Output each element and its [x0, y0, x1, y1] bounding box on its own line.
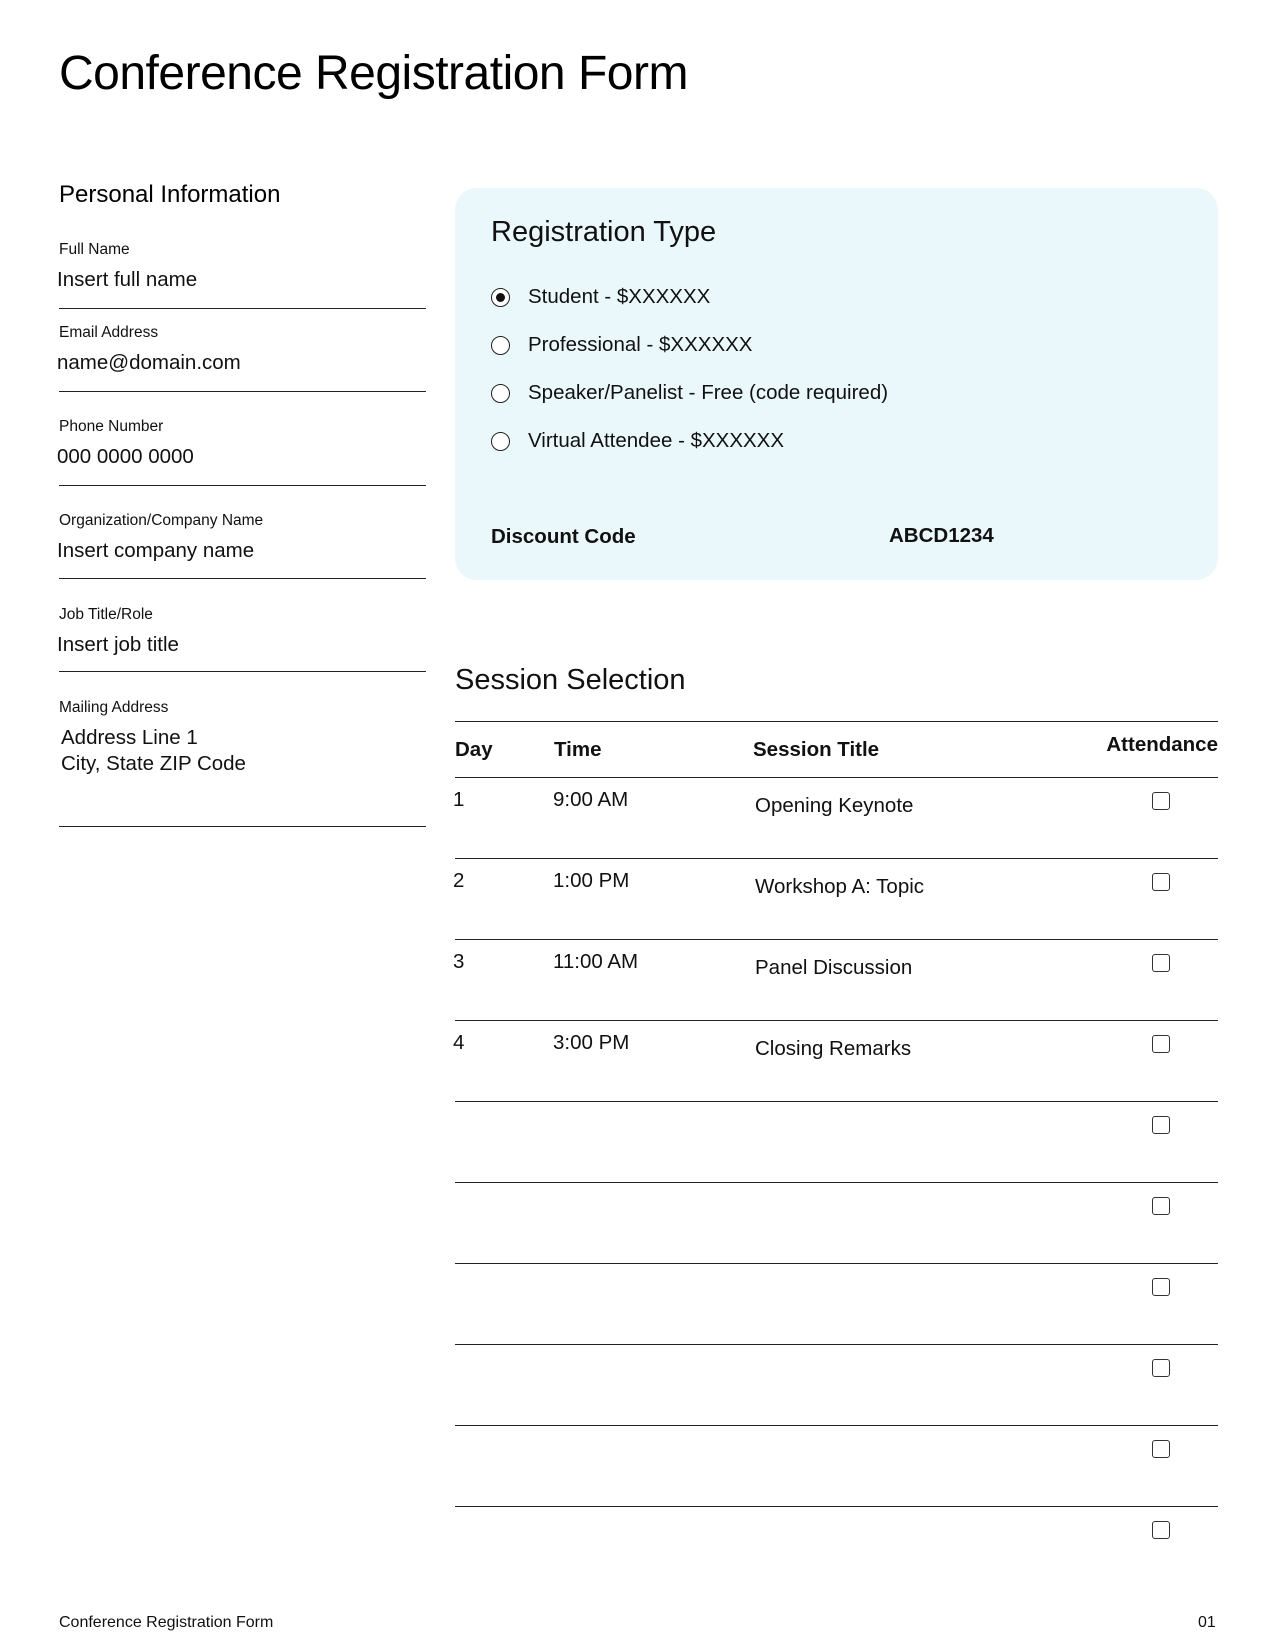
attendance-checkbox[interactable]	[1152, 873, 1170, 891]
table-row-divider	[455, 1101, 1218, 1102]
address-line-2[interactable]: City, State ZIP Code	[61, 752, 246, 775]
attendance-checkbox[interactable]	[1152, 954, 1170, 972]
radio-icon[interactable]	[491, 336, 510, 355]
radio-option-speaker[interactable]	[491, 381, 888, 405]
phone-field[interactable]	[59, 418, 426, 486]
page-title: Conference Registration Form	[59, 47, 688, 100]
email-input[interactable]: name@domain.com	[57, 351, 241, 374]
field-label: Full Name	[59, 241, 130, 258]
radio-option-virtual[interactable]	[491, 429, 784, 453]
page-number: 01	[1198, 1614, 1216, 1631]
session-day: 4	[453, 1031, 465, 1054]
session-time: 1:00 PM	[553, 869, 630, 892]
address-line-1[interactable]: Address Line 1	[61, 726, 198, 749]
option-label: Student - $XXXXXX	[528, 285, 711, 308]
session-time: 3:00 PM	[553, 1031, 630, 1054]
table-row-divider	[455, 1263, 1218, 1264]
table-row-divider	[455, 1425, 1218, 1426]
table-row-divider	[455, 1344, 1218, 1345]
registration-type-panel	[455, 188, 1218, 580]
radio-icon[interactable]	[491, 384, 510, 403]
session-title: Opening Keynote	[755, 794, 914, 817]
session-selection-heading: Session Selection	[455, 664, 686, 696]
table-row-divider	[455, 939, 1218, 940]
table-row-divider	[455, 1020, 1218, 1021]
table-row-divider	[455, 1506, 1218, 1507]
option-label: Virtual Attendee - $XXXXXX	[528, 429, 785, 452]
attendance-checkbox[interactable]	[1152, 1521, 1170, 1539]
radio-icon[interactable]	[491, 432, 510, 451]
attendance-checkbox[interactable]	[1152, 792, 1170, 810]
field-label: Job Title/Role	[59, 606, 153, 623]
session-title: Closing Remarks	[755, 1037, 912, 1060]
session-time: 9:00 AM	[553, 788, 629, 811]
table-row-divider	[455, 858, 1218, 859]
phone-input[interactable]: 000 0000 0000	[57, 445, 194, 468]
discount-code-input[interactable]: ABCD1234	[889, 524, 994, 547]
attendance-checkbox[interactable]	[1152, 1359, 1170, 1377]
table-header-divider	[455, 777, 1218, 778]
session-day: 3	[453, 950, 465, 973]
column-header-attendance: Attendance	[1106, 733, 1218, 756]
field-label: Organization/Company Name	[59, 512, 264, 529]
field-label: Phone Number	[59, 418, 164, 435]
attendance-checkbox[interactable]	[1152, 1035, 1170, 1053]
radio-option-professional[interactable]	[491, 333, 752, 357]
attendance-checkbox[interactable]	[1152, 1440, 1170, 1458]
session-title: Workshop A: Topic	[755, 875, 925, 898]
session-title: Panel Discussion	[755, 956, 913, 979]
session-day: 1	[453, 788, 465, 811]
column-header-day: Day	[455, 738, 493, 761]
company-field[interactable]	[59, 512, 426, 579]
job-title-field[interactable]	[59, 606, 426, 672]
option-label: Professional - $XXXXXX	[528, 333, 753, 356]
table-row-divider	[455, 1182, 1218, 1183]
footer-title: Conference Registration Form	[59, 1614, 274, 1631]
attendance-checkbox[interactable]	[1152, 1278, 1170, 1296]
full-name-input[interactable]: Insert full name	[57, 268, 198, 291]
table-top-divider	[455, 721, 1218, 722]
personal-info-heading: Personal Information	[59, 181, 281, 208]
company-input[interactable]: Insert company name	[57, 539, 255, 562]
discount-code-label: Discount Code	[491, 525, 636, 548]
registration-type-heading: Registration Type	[491, 216, 717, 248]
field-label: Mailing Address	[59, 699, 169, 716]
radio-selected-icon[interactable]	[491, 288, 510, 307]
mailing-address-field[interactable]	[59, 699, 426, 827]
option-label: Speaker/Panelist - Free (code required)	[528, 381, 889, 404]
attendance-checkbox[interactable]	[1152, 1197, 1170, 1215]
session-day: 2	[453, 869, 465, 892]
session-time: 11:00 AM	[553, 950, 639, 973]
job-title-input[interactable]: Insert job title	[57, 633, 179, 656]
column-header-title: Session Title	[753, 738, 880, 761]
email-field[interactable]	[59, 324, 426, 392]
attendance-checkbox[interactable]	[1152, 1116, 1170, 1134]
radio-option-student[interactable]	[491, 285, 710, 309]
column-header-time: Time	[554, 738, 602, 761]
field-label: Email Address	[59, 324, 159, 341]
full-name-field[interactable]	[59, 241, 426, 309]
